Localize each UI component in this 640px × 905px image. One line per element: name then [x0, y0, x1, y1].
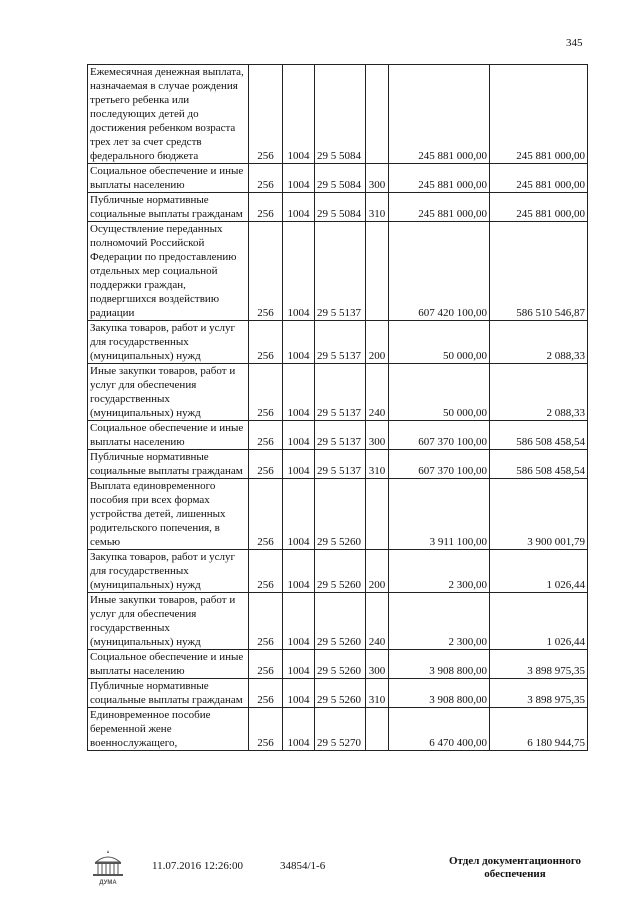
row-plan: 607 420 100,00 — [389, 222, 490, 321]
row-exec: 3 898 975,35 — [490, 650, 588, 679]
row-exec: 245 881 000,00 — [490, 164, 588, 193]
row-grbs: 256 — [249, 650, 283, 679]
row-exec: 245 881 000,00 — [490, 193, 588, 222]
table-row — [88, 450, 588, 479]
row-vr: 300 — [366, 650, 389, 679]
row-section: 1004 — [283, 450, 315, 479]
footer-timestamp: 11.07.2016 12:26:00 — [152, 860, 243, 872]
row-section: 1004 — [283, 479, 315, 550]
row-csr: 29 5 5270 — [315, 708, 366, 751]
budget-table-body — [88, 65, 588, 751]
table-row — [88, 164, 588, 193]
row-plan: 607 370 100,00 — [389, 421, 490, 450]
row-exec: 586 510 546,87 — [490, 222, 588, 321]
row-vr: 300 — [366, 164, 389, 193]
row-csr: 29 5 5084 — [315, 164, 366, 193]
table-row — [88, 479, 588, 550]
row-section: 1004 — [283, 708, 315, 751]
row-plan: 3 911 100,00 — [389, 479, 490, 550]
row-csr: 29 5 5137 — [315, 450, 366, 479]
table-row — [88, 193, 588, 222]
row-exec: 245 881 000,00 — [490, 65, 588, 164]
row-grbs: 256 — [249, 65, 283, 164]
row-name: Публичные нормативные социальные выплаты гражданам — [88, 450, 249, 479]
row-grbs: 256 — [249, 679, 283, 708]
footer-department: Отдел документационного обеспечения — [448, 855, 582, 880]
row-exec: 3 900 001,79 — [490, 479, 588, 550]
row-grbs: 256 — [249, 708, 283, 751]
row-csr: 29 5 5084 — [315, 65, 366, 164]
table-row — [88, 679, 588, 708]
row-grbs: 256 — [249, 321, 283, 364]
row-plan: 3 908 800,00 — [389, 679, 490, 708]
row-vr: 310 — [366, 193, 389, 222]
row-vr: 240 — [366, 593, 389, 650]
duma-building-icon — [88, 848, 128, 886]
logo-caption: ДУМА — [99, 880, 117, 886]
row-name: Иные закупки товаров, работ и услуг для обеспечения государственных (муниципальных) нужд — [88, 593, 249, 650]
row-csr: 29 5 5260 — [315, 593, 366, 650]
row-grbs: 256 — [249, 222, 283, 321]
row-csr: 29 5 5084 — [315, 193, 366, 222]
table-row — [88, 321, 588, 364]
row-csr: 29 5 5260 — [315, 550, 366, 593]
row-plan: 245 881 000,00 — [389, 65, 490, 164]
budget-table — [87, 64, 588, 751]
row-grbs: 256 — [249, 593, 283, 650]
row-grbs: 256 — [249, 450, 283, 479]
row-section: 1004 — [283, 364, 315, 421]
row-section: 1004 — [283, 679, 315, 708]
row-vr: 200 — [366, 550, 389, 593]
row-name: Иные закупки товаров, работ и услуг для обеспечения государственных (муниципальных) нужд — [88, 364, 249, 421]
footer-doc-number: 34854/1-6 — [280, 860, 326, 872]
row-name: Социальное обеспечение и иные выплаты населению — [88, 164, 249, 193]
table-row — [88, 708, 588, 751]
row-plan: 3 908 800,00 — [389, 650, 490, 679]
row-grbs: 256 — [249, 164, 283, 193]
row-name: Закупка товаров, работ и услуг для государственных (муниципальных) нужд — [88, 321, 249, 364]
row-vr — [366, 708, 389, 751]
row-vr — [366, 479, 389, 550]
row-vr: 310 — [366, 450, 389, 479]
row-vr: 310 — [366, 679, 389, 708]
table-row — [88, 364, 588, 421]
row-vr: 300 — [366, 421, 389, 450]
row-section: 1004 — [283, 321, 315, 364]
row-plan: 245 881 000,00 — [389, 164, 490, 193]
row-name: Осуществление переданных полномочий Российской Федерации по предоставлению отдельных мер социальной поддержки граждан, подвергшихся воздействию радиации — [88, 222, 249, 321]
row-exec: 1 026,44 — [490, 593, 588, 650]
row-section: 1004 — [283, 550, 315, 593]
row-vr: 240 — [366, 364, 389, 421]
row-csr: 29 5 5137 — [315, 364, 366, 421]
row-csr: 29 5 5137 — [315, 222, 366, 321]
row-exec: 586 508 458,54 — [490, 421, 588, 450]
row-name: Выплата единовременного пособия при всех формах устройства детей, лишенных родительского попечения, в семью — [88, 479, 249, 550]
row-name: Публичные нормативные социальные выплаты гражданам — [88, 193, 249, 222]
row-section: 1004 — [283, 164, 315, 193]
row-exec: 3 898 975,35 — [490, 679, 588, 708]
row-grbs: 256 — [249, 479, 283, 550]
row-plan: 50 000,00 — [389, 321, 490, 364]
row-exec: 2 088,33 — [490, 321, 588, 364]
row-grbs: 256 — [249, 364, 283, 421]
row-plan: 2 300,00 — [389, 593, 490, 650]
row-name: Социальное обеспечение и иные выплаты населению — [88, 650, 249, 679]
table-row — [88, 550, 588, 593]
row-exec: 2 088,33 — [490, 364, 588, 421]
row-section: 1004 — [283, 222, 315, 321]
table-row — [88, 650, 588, 679]
row-plan: 2 300,00 — [389, 550, 490, 593]
page-number: 345 — [566, 37, 583, 49]
row-plan: 50 000,00 — [389, 364, 490, 421]
row-vr — [366, 65, 389, 164]
row-plan: 245 881 000,00 — [389, 193, 490, 222]
row-section: 1004 — [283, 650, 315, 679]
row-name: Социальное обеспечение и иные выплаты населению — [88, 421, 249, 450]
row-exec: 6 180 944,75 — [490, 708, 588, 751]
row-exec: 1 026,44 — [490, 550, 588, 593]
row-vr — [366, 222, 389, 321]
row-grbs: 256 — [249, 421, 283, 450]
table-row — [88, 65, 588, 164]
table-row — [88, 593, 588, 650]
row-section: 1004 — [283, 193, 315, 222]
row-section: 1004 — [283, 65, 315, 164]
row-plan: 6 470 400,00 — [389, 708, 490, 751]
row-section: 1004 — [283, 593, 315, 650]
row-vr: 200 — [366, 321, 389, 364]
row-section: 1004 — [283, 421, 315, 450]
row-name: Закупка товаров, работ и услуг для государственных (муниципальных) нужд — [88, 550, 249, 593]
row-exec: 586 508 458,54 — [490, 450, 588, 479]
row-name: Единовременное пособие беременной жене военнослужащего, — [88, 708, 249, 751]
table-row — [88, 222, 588, 321]
row-name: Ежемесячная денежная выплата, назначаемая в случае рождения третьего ребенка или последующих детей до достижения ребенком возраста трех лет за счет средств федерального бюджета — [88, 65, 249, 164]
row-csr: 29 5 5137 — [315, 321, 366, 364]
row-csr: 29 5 5260 — [315, 679, 366, 708]
row-grbs: 256 — [249, 193, 283, 222]
row-plan: 607 370 100,00 — [389, 450, 490, 479]
row-csr: 29 5 5260 — [315, 479, 366, 550]
row-csr: 29 5 5260 — [315, 650, 366, 679]
row-name: Публичные нормативные социальные выплаты гражданам — [88, 679, 249, 708]
row-csr: 29 5 5137 — [315, 421, 366, 450]
table-row — [88, 421, 588, 450]
row-grbs: 256 — [249, 550, 283, 593]
